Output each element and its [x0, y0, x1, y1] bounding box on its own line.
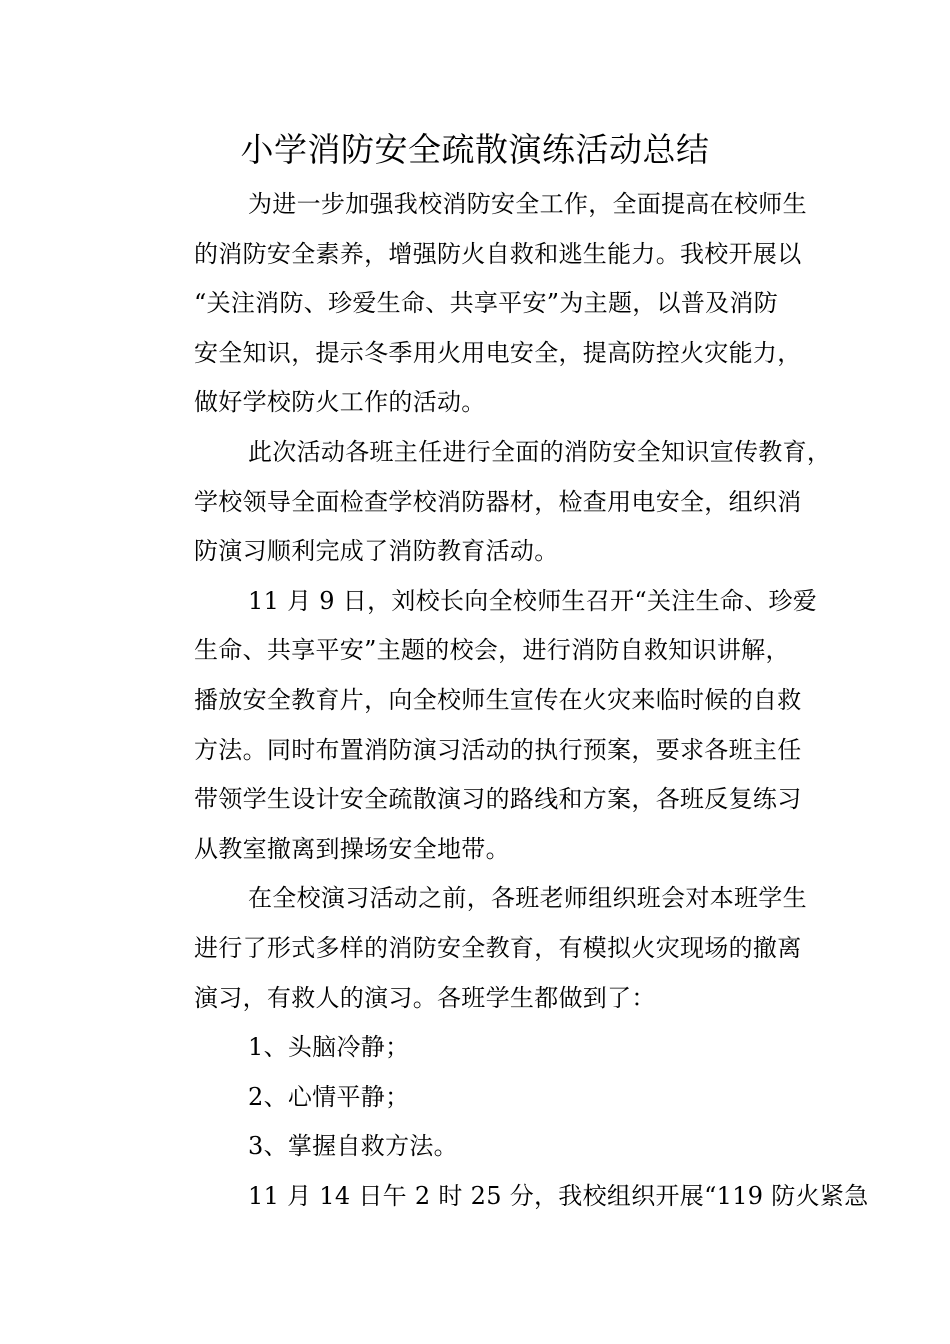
text-line: 学校领导全面检查学校消防器材，检查用电安全，组织消 — [194, 487, 802, 516]
list-item-3 — [146, 1122, 818, 1172]
text-line: 进行了形式多样的消防安全教育，有模拟火灾现场的撤离 — [194, 933, 802, 962]
document-title: 小学消防安全疏散演练活动总结 — [240, 130, 710, 169]
list-item-text: 2、心情平静； — [248, 1082, 410, 1111]
text-line: 的消防安全素养，增强防火自救和逃生能力。我校开展以 — [194, 239, 802, 268]
paragraph-5 — [146, 1172, 869, 1222]
text-line: 为进一步加强我校消防安全工作，全面提高在校师生 — [248, 190, 807, 218]
text-line: 此次活动各班主任进行全面的消防安全知识宣传教育， — [248, 437, 832, 466]
text-line: 演习，有救人的演习。各班学生都做到了： — [194, 983, 656, 1012]
list-item-2 — [146, 1073, 818, 1123]
document-body — [146, 180, 869, 1221]
text-line: 11 月 9 日，刘校长向全校师生召开“关注生命、珍爱 — [248, 586, 818, 615]
text-line: 防演习顺利完成了消防教育活动。 — [194, 537, 559, 566]
list-item-text: 1、头脑冷静； — [248, 1033, 410, 1062]
text-line: 带领学生设计安全疏散演习的路线和方案，各班反复练习 — [194, 785, 802, 814]
text-line: 安全知识，提示冬季用火用电安全，提高防控火灾能力， — [194, 338, 802, 367]
list-item-text: 3、掌握自救方法。 — [248, 1132, 458, 1161]
paragraph-4 — [146, 874, 818, 1023]
text-line: 做好学校防火工作的活动。 — [194, 388, 486, 417]
text-line: “关注消防、珍爱生命、共享平安”为主题，以普及消防 — [194, 289, 779, 318]
text-line: 11 月 14 日午 2 时 25 分，我校组织开展“119 防火紧急 — [248, 1181, 869, 1210]
paragraph-1 — [146, 180, 818, 428]
paragraph-3 — [146, 577, 818, 875]
text-line: 在全校演习活动之前，各班老师组织班会对本班学生 — [248, 884, 807, 913]
paragraph-2 — [146, 428, 832, 577]
text-line: 播放安全教育片，向全校师生宣传在火灾来临时候的自救 — [194, 685, 802, 714]
text-line: 方法。同时布置消防演习活动的执行预案，要求各班主任 — [194, 735, 802, 764]
list-item-1 — [146, 1023, 818, 1073]
text-line: 生命、共享平安”主题的校会，进行消防自救知识讲解， — [194, 636, 790, 665]
text-line: 从教室撤离到操场安全地带。 — [194, 834, 510, 863]
